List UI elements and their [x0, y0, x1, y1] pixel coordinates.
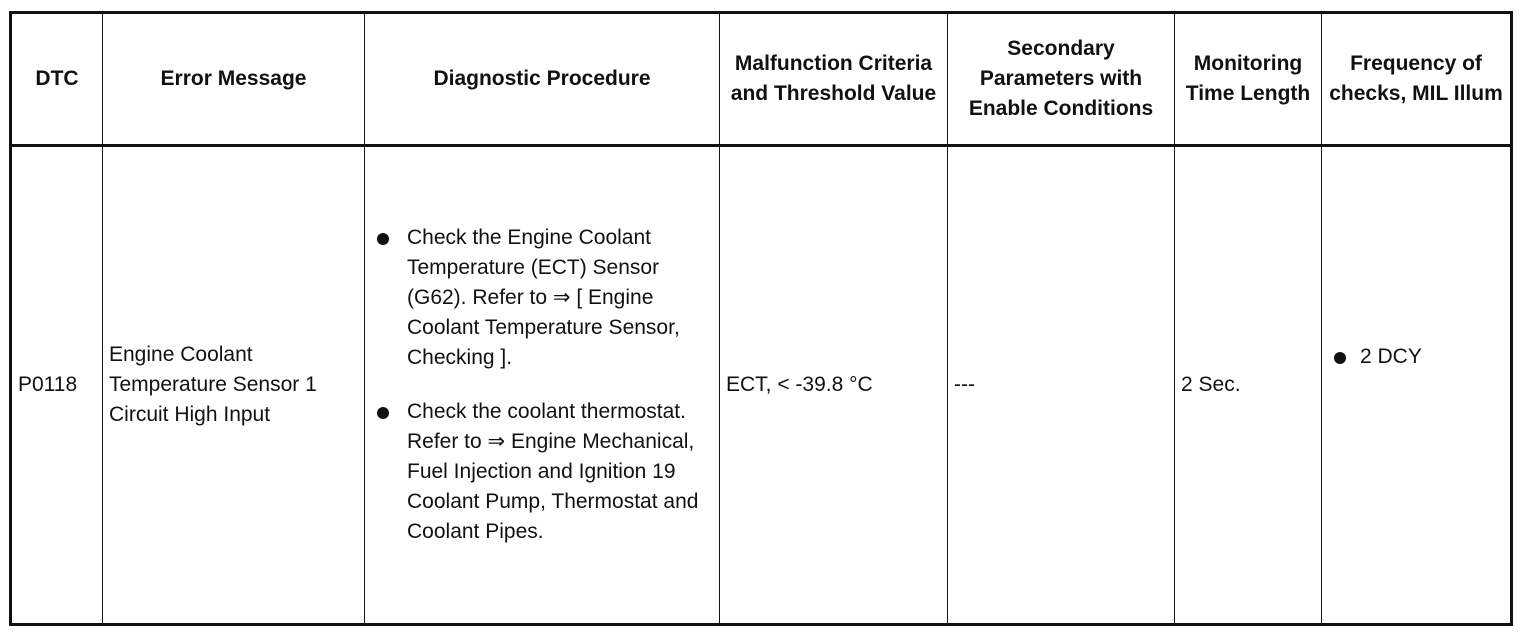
procedure-step-text: Check the coolant thermostat. Refer to ⇒ Engine Mechanical, Fuel Injection and Ignition 19 Coolant Pump, Thermostat and Coolant Pipes.: [407, 400, 699, 543]
document-page: [9, 11, 1510, 626]
procedure-step: [371, 397, 713, 547]
header-row: [11, 13, 1512, 146]
header-secondary-parameters: Secondary Parameters with Enable Conditions: [948, 13, 1175, 146]
bullet-icon: [377, 407, 389, 419]
cell-dtc-code: P0118: [11, 146, 103, 625]
header-malfunction-criteria: Malfunction Criteria and Threshold Value: [720, 13, 948, 146]
header-error-message: Error Message: [103, 13, 365, 146]
cell-secondary-parameters: ---: [948, 146, 1175, 625]
procedure-step: [371, 223, 713, 373]
frequency-item: [1328, 342, 1504, 372]
table-row: [11, 146, 1512, 625]
frequency-text: 2 DCY: [1360, 345, 1422, 368]
procedure-list: [371, 223, 713, 547]
cell-diagnostic-procedure: [365, 146, 720, 625]
bullet-icon: [1334, 352, 1346, 364]
cell-monitoring-time: 2 Sec.: [1175, 146, 1322, 625]
cell-error-message: Engine Coolant Temperature Sensor 1 Circuit High Input: [103, 146, 365, 625]
header-monitoring-time: Monitoring Time Length: [1175, 13, 1322, 146]
bullet-icon: [377, 233, 389, 245]
dtc-table: [9, 11, 1513, 626]
cell-malfunction-criteria: ECT, < -39.8 °C: [720, 146, 948, 625]
header-frequency: Frequency of checks, MIL Illum: [1322, 13, 1512, 146]
frequency-list: [1328, 342, 1504, 372]
header-dtc: DTC: [11, 13, 103, 146]
procedure-step-text: Check the Engine Coolant Temperature (ECT) Sensor (G62). Refer to ⇒ [ Engine Coolant Temperature Sensor, Checking ].: [407, 226, 680, 369]
cell-frequency: [1322, 146, 1512, 625]
header-diagnostic-procedure: Diagnostic Procedure: [365, 13, 720, 146]
